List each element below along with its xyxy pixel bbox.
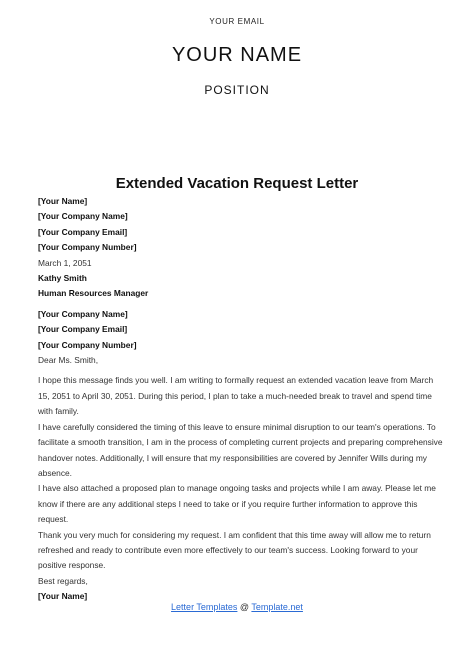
letter-date: March 1, 2051	[38, 257, 92, 268]
sender-company: [Your Company Name]	[38, 211, 128, 222]
letter-title: Extended Vacation Request Letter	[115, 175, 359, 192]
letter-body	[38, 194, 443, 605]
letter-templates-link[interactable]: Letter Templates	[171, 602, 238, 612]
sender-number: [Your Company Number]	[38, 242, 137, 253]
body-paragraph: I have also attached a proposed plan to manage ongoing tasks and projects while I am away. Please let me know if there are any additional steps I need to take or if you require further information to approve this request.	[38, 483, 436, 525]
recipient-company: [Your Company Name]	[38, 308, 128, 319]
body-paragraph: Thank you very much for considering my request. I am confident that this time away will allow me to return refreshed and ready to contribute even more effectively to our team's success. Looking forward to your positive response.	[38, 529, 431, 571]
body-paragraph: I have carefully considered the timing of this leave to ensure minimal disruption to our team's operations. To facilitate a smooth transition, I am in the process of completing current projects and preparing comprehensive handover notes. Additionally, I will ensure that my responsibilities are covered by Jennifer Wills during my absence.	[38, 421, 443, 478]
recipient-number: [Your Company Number]	[38, 339, 137, 350]
template-net-link[interactable]: Template.net	[251, 602, 303, 612]
footer	[0, 602, 474, 612]
footer-separator: @	[237, 602, 252, 612]
recipient-name: Kathy Smith	[38, 273, 87, 284]
sender-name-header: YOUR NAME	[171, 44, 303, 66]
sender-position-header: POSITION	[204, 83, 270, 97]
sender-email-header: YOUR EMAIL	[209, 17, 265, 26]
closing: Best regards,	[38, 575, 88, 586]
signature-name: [Your Name]	[38, 591, 88, 602]
salutation: Dear Ms. Smith,	[38, 355, 99, 366]
sender-email: [Your Company Email]	[38, 226, 128, 237]
recipient-title: Human Resources Manager	[38, 288, 149, 299]
sender-name: [Your Name]	[38, 196, 88, 206]
recipient-email: [Your Company Email]	[38, 324, 128, 335]
body-paragraph: I hope this message finds you well. I am writing to formally request an extended vacation leave from March 15, 2051 to April 30, 2051. During this period, I plan to take a much-needed break to travel and spend time with family.	[38, 375, 434, 417]
